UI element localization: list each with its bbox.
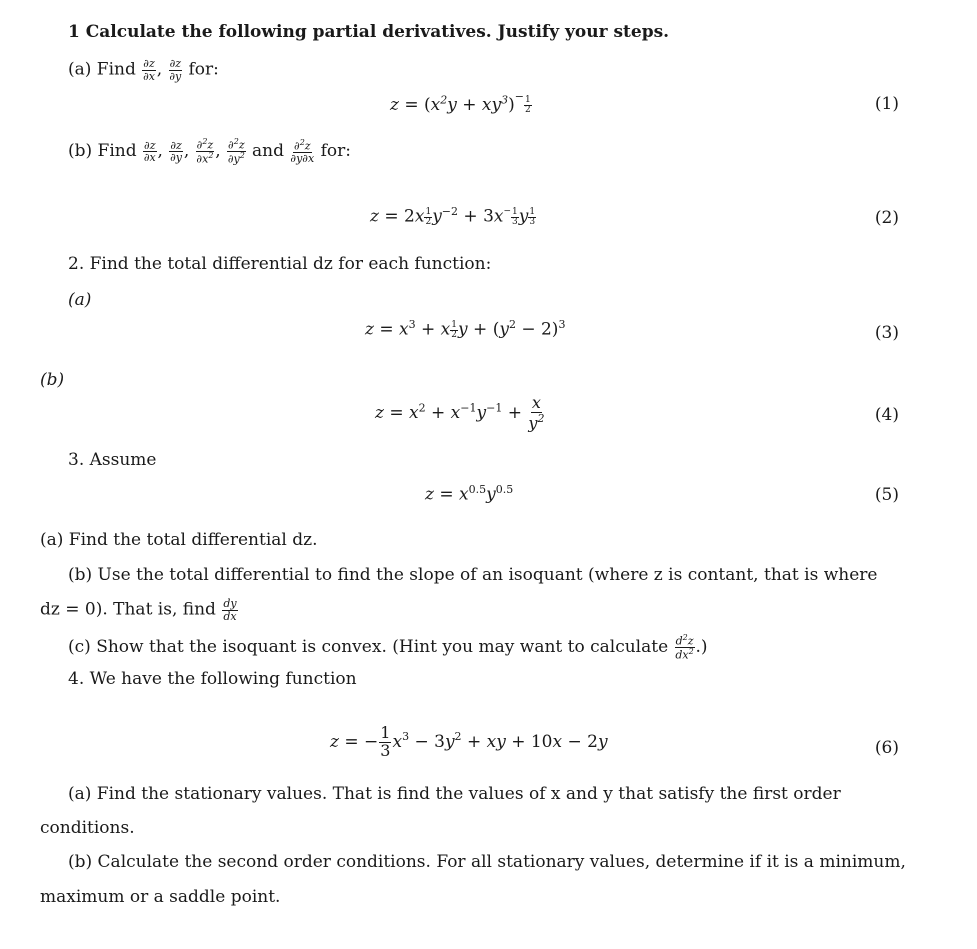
- equation-5: $z = x^{0.5}y^{0.5}$: [425, 483, 514, 505]
- dz-dx-fraction: $\frac{\partial z}{\partial x}$: [143, 57, 155, 83]
- equation-4: $z = x^2 + x^{-1}y^{-1}$ + $\frac{x}{y^2}$: [375, 393, 545, 433]
- equation-2: z = 2x $\frac{1}{2}$ $y^{-2} + 3x^-$ $\frac{1}{3}$ y $\frac{1}{3}$: [370, 205, 536, 227]
- q4-heading: 4. We have the following function: [68, 669, 357, 689]
- q1-heading: 1 Calculate the following partial derivatives. Justify your steps.: [68, 22, 670, 42]
- equation-number-3: (3): [874, 323, 899, 343]
- dz-dy-fraction: $\frac{\partial z}{\partial y}$: [169, 57, 182, 83]
- q2b-label: (b): [40, 370, 65, 390]
- q3-heading: 3. Assume: [68, 450, 157, 470]
- q4b-text-line1: (b) Calculate the second order conditions. For all stationary values, determine if it is a minimum,: [68, 852, 906, 872]
- dy-dx-fraction: $\frac{dy}{dx}$: [223, 597, 237, 623]
- equation-6: z = − $\frac{1}{3}$ $x^3 - 3y^2$ + xy + 10x − 2y: [330, 723, 608, 760]
- q4b-text-line2: maximum or a saddle point.: [40, 887, 281, 907]
- equation-number-6: (6): [874, 738, 899, 758]
- q2a-label: (a): [68, 290, 92, 310]
- q4a-text-line2: conditions.: [40, 818, 135, 838]
- equation-number-4: (4): [874, 405, 899, 425]
- equation-3: $z = x^3 + x$ $\frac{1}{2}$ $y + (y^2 - 2)^3$: [365, 318, 566, 340]
- equation-number-1: (1): [874, 94, 899, 114]
- q4a-text-line1: (a) Find the stationary values. That is find the values of x and y that satisfy the first order: [68, 784, 841, 804]
- q3c-text: (c) Show that the isoquant is convex. (Hint you may want to calculate $\frac{d^2z}{dx^2}$ .): [68, 633, 708, 662]
- d2z-dx2-fraction: $\frac{d^2z}{dx^2}$: [675, 633, 694, 662]
- equation-number-2: (2): [874, 208, 899, 228]
- equation-number-5: (5): [874, 485, 899, 505]
- q3b-text-line2: dz = 0). That is, find $\frac{dy}{dx}$: [40, 597, 237, 623]
- equation-1: $z = (x^2y + xy^3)^-$ $\frac{1}{2}$: [390, 90, 531, 115]
- q1a-text: (a) Find $\frac{\partial z}{\partial x}$ , $\frac{\partial z}{\partial y}$ for:: [68, 57, 219, 83]
- q1b-text: (b) Find $\frac{\partial z}{\partial x}$ , $\frac{\partial z}{\partial y}$ , $\frac{\partial^2z}{\partial x^2}$ , $\frac{\partial^2z}{\partial y^2}$ and $\frac{\partial^2z}{\partial y\partial x}$ for:: [68, 137, 351, 166]
- q2-heading: 2. Find the total differential dz for each function:: [68, 254, 492, 274]
- q3a-text: (a) Find the total differential dz.: [40, 530, 318, 550]
- q3b-text-line1: (b) Use the total differential to find the slope of an isoquant (where z is contant, that is where: [68, 565, 878, 585]
